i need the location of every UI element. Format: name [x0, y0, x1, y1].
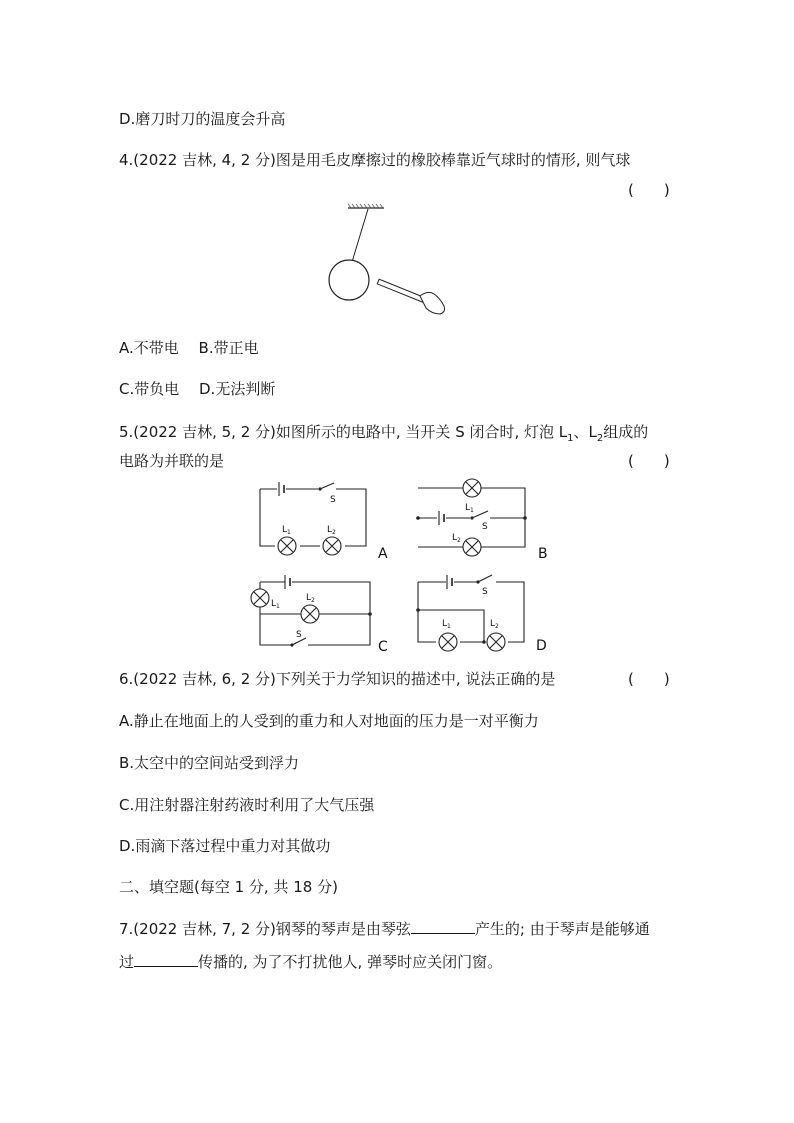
- q6-stem: 6.(2022 吉林, 6, 2 分)下列关于力学知识的描述中, 说法正确的是: [119, 670, 556, 688]
- q4-answer-paren: ( ): [628, 181, 670, 199]
- q6-option-d: D.雨滴下落过程中重力对其做功: [119, 837, 331, 855]
- svg-text:L1: $L_1$: [442, 619, 451, 630]
- q7-line1: 7.(2022 吉林, 7, 2 分)钢琴的琴声是由琴弦 产生的; 由于琴声是能够通: [119, 920, 650, 938]
- circuit-b: [412, 472, 562, 567]
- q6-option-b: B.太空中的空间站受到浮力: [119, 754, 300, 772]
- svg-text:L2: $L_2$: [327, 525, 336, 536]
- svg-text:S: S: [296, 630, 302, 640]
- circuit-a: [250, 478, 400, 568]
- q7-line2: 过 传播的, 为了不打扰他人, 弹琴时应关闭门窗。: [119, 953, 503, 971]
- circuit-a-label: A: [378, 546, 388, 562]
- svg-text:S: S: [482, 587, 488, 597]
- q4-options-cd: C.带负电 D.无法判断: [119, 380, 276, 398]
- q6-option-a: A.静止在地面上的人受到的重力和人对地面的压力是一对平衡力: [119, 712, 539, 730]
- svg-text:L1: $L_1$: [465, 503, 474, 514]
- q5-answer-paren: ( ): [628, 452, 670, 470]
- svg-text:L1: $L_1$: [271, 599, 280, 610]
- q3-option-d: D.磨刀时刀的温度会升高: [119, 110, 286, 128]
- q6-answer-paren: ( ): [628, 670, 670, 688]
- circuit-d-label: D: [536, 638, 547, 654]
- q4-options-ab: A.不带电 B.带正电: [119, 339, 259, 357]
- circuit-b-label: B: [538, 546, 548, 562]
- circuit-c: [240, 572, 400, 657]
- svg-text:L1: $L_1$: [282, 525, 291, 536]
- circuit-d: [410, 572, 560, 657]
- circuit-c-label: C: [378, 639, 388, 655]
- q7-blank-1[interactable]: [411, 919, 475, 934]
- balloon: [329, 260, 369, 300]
- q5-stem-line2: 电路为并联的是: [119, 452, 225, 470]
- svg-text:S: S: [482, 522, 488, 532]
- svg-text:L2: $L_2$: [490, 619, 499, 630]
- svg-text:S: S: [330, 495, 336, 505]
- q4-stem: 4.(2022 吉林, 4, 2 分)图是用毛皮摩擦过的橡胶棒靠近气球时的情形, 则气球: [119, 151, 631, 169]
- rubber-rod: [377, 279, 427, 303]
- balloon-figure: [320, 200, 460, 330]
- section-2-heading: 二、填空题(每空 1 分, 共 18 分): [119, 878, 338, 896]
- q7-blank-2[interactable]: [134, 952, 198, 967]
- svg-text:L2: $L_2$: [452, 533, 461, 544]
- q6-option-c: C.用注射器注射药液时利用了大气压强: [119, 796, 375, 814]
- hand: [420, 292, 445, 314]
- q5-stem-line1: 5.(2022 吉林, 5, 2 分)如图所示的电路中, 当开关 S 闭合时, 灯泡 $L_1$、$L_2$组成的: [119, 423, 649, 444]
- svg-text:L2: $L_2$: [306, 593, 315, 604]
